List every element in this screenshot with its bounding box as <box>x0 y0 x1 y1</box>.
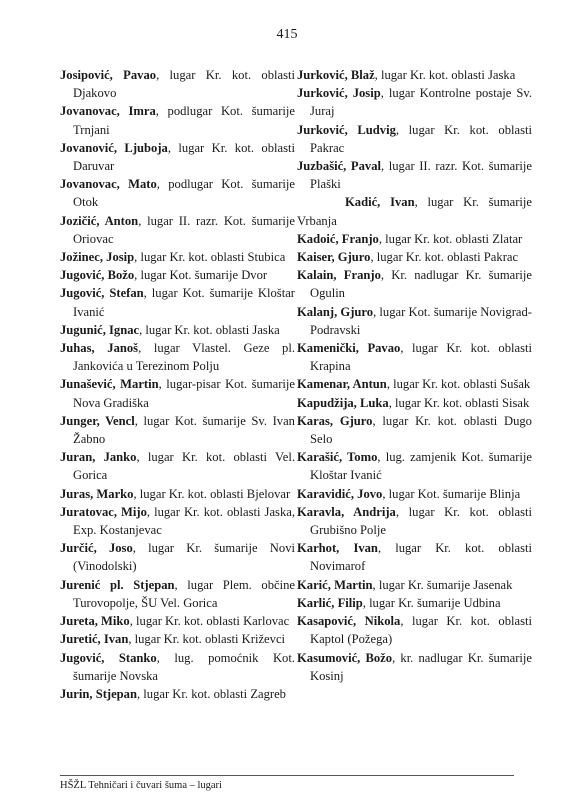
entry-name: Kadoić, Franjo <box>297 231 379 246</box>
entry-description: , lugar Vlastel. Geze pl. Jankovića u Terezinom Polju <box>73 341 295 374</box>
entry-description: , kr. nadlugar Kr. šumarije Kosinj <box>310 650 532 683</box>
register-entry <box>297 539 532 575</box>
register-entry <box>60 539 295 575</box>
entry-description: , lugar Kr. kot. oblasti Daruvar <box>73 140 295 174</box>
entry-name: Jovanovac, Mato <box>60 177 157 192</box>
footer-text: HŠŽL Tehničari i čuvari šuma – lugari <box>60 780 222 791</box>
register-entry <box>297 84 532 120</box>
entry-description: , lugar Kr. kot. oblasti Jaska, Exp. Kostanjevac <box>73 504 295 538</box>
entry-description: , lugar Kr. kot. oblasti Pakrac <box>370 250 519 265</box>
entry-name: Jugović, Božo <box>60 268 135 283</box>
register-entry <box>60 284 295 320</box>
register-entry <box>60 266 295 284</box>
entry-name: Jugović, Stanko <box>60 650 157 665</box>
entry-description: , lugar Kr. kot. oblasti Bjelovar <box>133 486 291 501</box>
register-entry <box>60 612 295 630</box>
entry-name: Jovanović, Ljuboja <box>60 140 168 155</box>
register-entry <box>60 503 295 539</box>
entry-description: , lugar Kr. kot. oblasti Jaska <box>374 68 516 82</box>
register-entry <box>60 102 295 138</box>
left-column <box>60 66 295 703</box>
register-entry <box>60 649 295 685</box>
register-entry <box>297 612 532 648</box>
entry-description: , Kr. nadlugar Kr. šumarije Ogulin <box>310 268 533 301</box>
register-entry <box>297 412 532 448</box>
register-entry <box>60 248 295 266</box>
entry-description: , podlugar Kot. šumarije Trnjani <box>73 104 296 137</box>
register-entry <box>60 66 295 102</box>
entry-description: , lug. zamjenik Kot. šumarije Kloštar Ivanić <box>310 450 532 483</box>
entry-description: , lugar Kr. šumarije Udbina <box>362 595 501 610</box>
entry-description: , lugar Kr. kot. oblasti Krapina <box>310 341 532 374</box>
entry-description: , lugar Kr. kot. oblasti Karlovac <box>129 614 290 629</box>
right-column <box>297 66 532 685</box>
register-entry <box>297 303 532 339</box>
register-entry <box>297 394 532 412</box>
entry-name: Kalanj, Gjuro <box>297 304 374 319</box>
entry-description: , lugar II. razr. Kot. šumarije Oriovac <box>73 213 296 246</box>
entry-description: , lugar Kr. kot. oblasti Sušak <box>386 377 531 392</box>
register-entry <box>297 485 532 503</box>
register-entry <box>297 157 532 193</box>
entry-name: Jugović, Stefan <box>60 286 144 301</box>
register-entry <box>297 594 532 612</box>
entry-name: Junger, Vencl <box>60 413 135 428</box>
entry-description: , lugar Kr. kot. oblasti Stubica <box>134 250 286 265</box>
register-entry <box>297 248 532 266</box>
entry-description: , lugar Kr. šumarije Jasenak <box>372 577 513 592</box>
page-number: 415 <box>276 27 298 42</box>
entry-description: , lugar Kr. kot. oblasti Križevci <box>128 632 286 647</box>
register-entry <box>297 121 532 157</box>
entry-description: , lugar Kr. šumarije Vrbanja <box>297 195 532 228</box>
register-entry <box>297 193 532 229</box>
entry-description: , lugar Kot. šumarije Dvor <box>134 268 268 283</box>
entry-description: , lugar Kr. kot. oblasti Pakrac <box>310 122 533 155</box>
register-entry <box>297 339 532 375</box>
entry-description: , lugar-pisar Kot. šumarije Nova Gradiška <box>73 377 295 410</box>
entry-description: , lugar Kot. šumarije Sv. Ivan Žabno <box>73 413 295 447</box>
entry-name: Karlić, Filip <box>297 595 363 610</box>
register-entry <box>297 503 532 539</box>
register-entry <box>297 649 532 685</box>
entry-name: Kamenar, Antun <box>297 377 387 392</box>
entry-description: , podlugar Kot. šumarije Otok <box>73 177 295 210</box>
entry-name: Karavidić, Jovo <box>297 486 383 501</box>
register-entry <box>60 139 295 175</box>
entry-name: Karavla, Andrija <box>297 504 396 519</box>
entry-name: Junašević, Martin <box>60 377 159 392</box>
footer-divider <box>60 775 514 776</box>
entry-name: Kadić, Ivan <box>345 195 415 210</box>
register-entry <box>297 66 532 84</box>
entry-description: , lugar Kot. šumarije Novigrad-Podravski <box>310 304 532 337</box>
entry-name: Kamenički, Pavao <box>297 341 401 356</box>
entry-description: , lugar Kr. kot. oblasti Kaptol (Požega) <box>310 614 533 647</box>
register-entry <box>297 448 532 484</box>
entry-description: , lugar Kot. šumarije Blinja <box>382 486 521 501</box>
register-entry <box>60 212 295 248</box>
entry-name: Jurčić, Joso <box>60 541 133 556</box>
register-entry <box>60 576 295 612</box>
register-entry <box>297 375 532 393</box>
entry-description: , lugar Kr. kot. oblasti Grubišno Polje <box>310 504 533 538</box>
entry-description: , lugar Plem. občine Turovopolje, ŠU Vel. Gorica <box>73 577 295 610</box>
register-entry <box>60 375 295 411</box>
entry-description: , lugar Kr. kot. oblasti Zagreb <box>136 686 286 701</box>
entry-description: , lugar Kontrolne postaje Sv. Juraj <box>310 86 532 119</box>
entry-name: Juzbašić, Paval <box>297 159 382 174</box>
entry-description: , lugar Kr. kot. oblasti Zlatar <box>378 231 523 246</box>
entry-name: Jurković, Blaž <box>297 68 375 82</box>
entry-description: , lugar Kr. šumarije Novi (Vinodolski) <box>73 541 295 574</box>
entry-name: Karašić, Tomo <box>297 450 378 465</box>
entry-name: Kasumović, Božo <box>297 650 393 665</box>
register-entry <box>60 412 295 448</box>
register-entry <box>297 266 532 302</box>
entry-name: Kalain, Franjo <box>297 268 381 283</box>
register-entry <box>60 630 295 648</box>
entry-description: , lugar Kot. šumarije Kloštar Ivanić <box>73 286 295 319</box>
entry-description: , lugar Kr. kot. oblasti Novimarof <box>310 541 532 574</box>
entry-name: Josipović, Pavao <box>60 68 157 82</box>
entry-name: Juhas, Janoš <box>60 341 139 356</box>
entry-description: , lugar Kr. kot. oblasti Vel. Gorica <box>73 450 295 483</box>
register-entry <box>297 230 532 248</box>
entry-description: , lug. pomoćnik Kot. šumarije Novska <box>73 650 295 683</box>
entry-description: , lugar II. razr. Kot. šumarije Plaški <box>310 159 532 192</box>
entry-name: Juran, Janko <box>60 450 137 465</box>
register-entry <box>60 448 295 484</box>
entry-name: Karhot, Ivan <box>297 541 378 556</box>
register-entry <box>60 685 295 703</box>
register-entry <box>297 576 532 594</box>
register-entry <box>60 321 295 339</box>
entry-name: Juras, Marko <box>60 486 134 501</box>
entry-name: Karas, Gjuro <box>297 413 373 428</box>
entry-name: Jovanovac, Imra <box>60 104 156 119</box>
entry-name: Kasapović, Nikola <box>297 614 401 629</box>
entry-description: , lugar Kr. kot. oblasti Djakovo <box>73 68 296 101</box>
entry-description: , lugar Kr. kot. oblasti Dugo Selo <box>310 413 532 447</box>
entry-name: Jugunić, Ignac <box>60 322 140 337</box>
entry-name: Kapudžija, Luka <box>297 395 389 410</box>
entry-description: , lugar Kr. kot. oblasti Jaska <box>139 322 280 337</box>
entry-name: Jurković, Josip <box>297 86 381 101</box>
entry-name: Jurin, Stjepan <box>60 686 137 701</box>
register-entry <box>60 175 295 211</box>
entry-name: Jozičić, Anton <box>60 213 139 228</box>
entry-name: Jurenić pl. Stjepan <box>60 577 175 592</box>
register-entry <box>60 485 295 503</box>
register-entry <box>60 339 295 375</box>
entry-name: Jureta, Miko <box>60 614 130 629</box>
entry-name: Juretić, Ivan <box>60 632 129 647</box>
entry-name: Kaiser, Gjuro <box>297 250 371 265</box>
entry-name: Jurković, Ludvig <box>297 122 396 137</box>
entry-description: , lugar Kr. kot. oblasti Sisak <box>388 395 530 410</box>
entry-name: Jožinec, Josip <box>60 250 135 265</box>
entry-name: Karić, Martin <box>297 577 373 592</box>
entry-name: Juratovac, Mijo <box>60 504 147 519</box>
